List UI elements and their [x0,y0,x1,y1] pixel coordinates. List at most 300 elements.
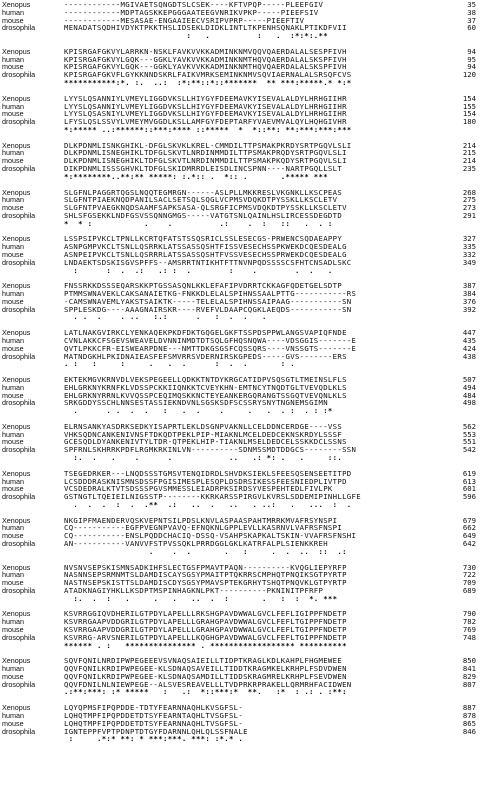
species-label: mouse [2,624,24,634]
species-label: drosophila [2,679,36,689]
species-label: Xenopus [2,328,31,338]
alignment-row [2,431,478,439]
sequence-text: LQHQTMPFIPQPDDETDTSYFEARNNAQHLTVSGFSL- [64,719,244,728]
species-label: mouse [2,109,24,119]
species-label: mouse [2,249,24,259]
residue-count: 94 [467,62,476,72]
alignment-row [2,665,478,673]
species-label: Xenopus [2,187,31,197]
sequence-text: LYYSLQSASNIYLVMEYLIGGDVKSLLHIYGYFDEEMAVKYISEVALALDYLHRHGIIHR [64,110,347,119]
consensus-row [2,642,478,650]
species-label: mouse [2,671,24,681]
consensus-symbols: ***********:*. :. ..: :*:**::*::******* ** ***:*****.* *:* [64,79,352,87]
residue-count: 387 [462,281,476,291]
consensus-symbols: . : : : . . . : . . : . [64,360,333,369]
consensus-row [2,688,478,696]
species-label: mouse [2,484,24,494]
species-label: Xenopus [2,281,31,291]
species-label: human [2,664,24,674]
alignment-block [2,95,478,134]
consensus-row [2,360,478,368]
consensus-symbols: :. . : . . . .. . : . : : *. *** [64,594,338,603]
residue-count: 335 [462,242,476,252]
sequence-text: KPISRGAFGKVYLGQK---GGKLYAVKVVKKADMINKNMTHQVQAERDALALSKSPFIVH [64,63,347,72]
alignment-row [2,485,478,493]
residue-count: 376 [462,296,476,306]
consensus-spacer [2,32,64,40]
residue-count: 507 [462,375,476,384]
species-label: human [2,523,24,533]
alignment-row [2,259,478,267]
alignment-row [2,712,478,720]
species-label: mouse [2,718,24,728]
species-label: drosophila [2,257,36,267]
species-label: drosophila [2,117,36,127]
sequence-text: LCSDDDRASKNISMNSDSSFPGISIMESPLESQPLDSDRSIKESSFEESNIEDPLIVTPD [64,477,347,486]
species-label: mouse [2,203,24,213]
sequence-text: ASNPEIPVKCLTSNLLQSRRRLATSSASSQSHTFVSSVESECHSSPRWEKDCQESDEALG [64,250,347,259]
alignment-row [2,626,478,634]
species-label: human [2,382,24,392]
alignment-block [2,564,478,603]
consensus-spacer [2,595,64,603]
alignment-row [2,103,478,111]
residue-count: 748 [462,632,476,642]
sequence-text: QQVFQNILKRDIPWPEGEE-KLSDNAQSAMDILLTIDDSKRAGMRELKRHPLFSEVDWEN [64,672,347,681]
sequence-text: PTMMSWNAVEKLCAKSANAIETKG-FNKKDLELALSPIHNSSAALPTTG-----------RS [64,290,357,298]
residue-count: 275 [462,195,476,205]
residue-count: 349 [462,257,476,267]
alignment-block [2,235,478,274]
residue-count: 850 [462,656,476,666]
species-label: human [2,7,24,17]
consensus-row [2,173,478,181]
species-label: drosophila [2,585,36,595]
species-label: human [2,148,24,158]
residue-count: 447 [462,328,476,338]
sequence-text: ------------MDPTAGSKKEPGGGAATEEGVNRIKVPKP-----PIEEFSIV [64,8,319,17]
residue-count: 709 [462,578,476,588]
residue-count: 214 [462,156,476,166]
consensus-row [2,501,478,509]
alignment-block [2,48,478,87]
sequence-text: DLKPDNMLISNEGHIKLTDFGLSKVTLNRDINMMDILTTPSMAKPKQDYSRTPGQVLSLI [64,157,347,166]
sequence-text: DLKPDNMLISNKGHIKL-DFGLSKVKLKREL-CMMDILTTPSMAKPKRDYSRTPGQVLSLI [64,141,352,150]
residue-count: 424 [462,343,476,353]
residue-count: 865 [462,718,476,728]
residue-count: 662 [462,523,476,533]
sequence-text: AN-----------VANVVFSTPVSSQKLPRRDGGLGKLKATRFALPLSIENKKREH [64,540,328,548]
species-label: human [2,195,24,205]
species-label: mouse [2,531,24,541]
consensus-spacer [2,548,64,556]
sequence-text: KSVRRGAAPVDDGRILGTPDYLAPELLLGRAHGPAVDWWALGVCLFEFLTGIPPFNDETP [64,625,347,634]
alignment-row [2,118,478,126]
alignment-row [2,446,478,454]
species-label: Xenopus [2,93,31,103]
alignment-row [2,196,478,204]
sequence-text: QQVFQNILKRDIPWPEGEE-KLSDNAQSAVEILLTIDDTKRAGMKELKRHPLFSDVDWEN [64,665,347,673]
sequence-text: ELRNSANKYASDRKSEDKYISAPRTLEKLDSGNPVAKNLLCELDDNCERDGE----VSS [64,422,343,431]
residue-count: 689 [462,585,476,595]
alignment-row [2,673,478,681]
alignment-block [2,423,478,462]
sequence-text: SLGFNTPVAEGKNQDSAAMFSAPKSASA-QLSRGFICPMSVDQKDTPYSSKLLKSCLETV [64,204,347,212]
alignment-row [2,345,478,353]
residue-count: 841 [462,664,476,674]
alignment-row [2,704,478,712]
sequence-text: EHLGRKNYRRNLKVVQSSPCEQIMQSKKNCTEYEANKERGQRANGTSSGQTVEVQNLKLS [64,391,347,400]
species-label: drosophila [2,210,36,220]
residue-count: 807 [462,679,476,689]
sequence-text: SHLSFGSEKKLNDFGSVSSQNNGMGS-----VATGTSNLQAINLHSLIRCESSDEGDTD [64,211,343,220]
residue-count: 214 [462,140,476,150]
residue-count: 642 [462,539,476,549]
residue-count: 846 [462,726,476,736]
residue-count: 829 [462,671,476,681]
species-label: drosophila [2,445,36,455]
species-label: Xenopus [2,375,31,384]
species-label: Xenopus [2,609,31,619]
sequence-text: SRKGDDYSSCHLNNSESTASSIEKNDVNLSGSKSDFSCSSRYSNYTNGNEMSGIMN [64,399,328,408]
species-label: human [2,289,24,299]
species-label: Xenopus [2,515,31,525]
residue-count: 542 [462,445,476,455]
alignment-row [2,579,478,587]
alignment-block [2,142,478,181]
consensus-spacer [2,735,64,743]
species-label: drosophila [2,70,36,80]
alignment-row [2,165,478,173]
sequence-text: GSTNGTLTQEIEILNIGSSTP--------KKRKARSSPIRGVLKVRSLSDDEMIPINHLLGFE [64,493,361,501]
sequence-text: KSVRRGAAPVDDGRILGTPDYLAPELLLGRAHGPAVDWWALGVCLFEFLTGIPPFNDETP [64,618,347,626]
alignment-row [2,337,478,345]
species-label: human [2,335,24,345]
alignment-row [2,306,478,314]
consensus-symbols: *:********..**:** *****: :.*:: . *:: . .***** *** [64,172,328,181]
sequence-text: LQYQPMSFIPQPDDE-TDTYFEARNNAQHLKVSGFSL- [64,704,244,712]
residue-count: 332 [462,249,476,259]
alignment-row [2,564,478,572]
alignment-row [2,149,478,157]
sequence-text: QQVFDNILNLNIEWPEGE--ALSVESREAVELLLTVDPRKRPRAKELLQRMRHFACIDWEN [64,680,352,689]
species-label: human [2,242,24,252]
sequence-text: DIKPDNMLISSSGHVKLTDFGLSKIDMRRDLEISDLINCSPNN----NARTPGQLLSLT [64,165,343,173]
alignment-block [2,282,478,321]
residue-count: 553 [462,429,476,439]
consensus-symbols: ****** . : *************** . ****************** ********** [64,641,347,650]
alignment-row [2,71,478,79]
residue-count: 384 [462,289,476,299]
alignment-row [2,728,478,736]
consensus-symbols: *:***** ..:******::***:**** ::***** * *::**: **:***:***:*** [64,125,352,134]
sequence-text: NASTNSEPSKISTTSLDAMDISCDYSGSYPMAVSPTEKGRHYTSHQTPNQVKLGTPYRTP [64,579,347,587]
sequence-text: CQ-----------EGFPVEGNPVAVQ-EFNQKNLGPPLEVLLKASRNVLVAFRSFNSPI [64,524,343,533]
alignment-row [2,63,478,71]
species-label: Xenopus [2,562,31,572]
sequence-text: LSSPSIPVKCLTPNLLKCRTQFATSTSSQSRICLSSLESECGS-PRWENCSQDAEAPPY [64,235,343,244]
alignment-row [2,571,478,579]
residue-count: 679 [462,515,476,525]
residue-count: 562 [462,421,476,431]
sequence-text: VHKSQDNCANKENIVNSFTDKQDTPEKLPIP-MIAKNLMCELDEDCEKNSKRDYLSSSF [64,430,343,439]
sequence-alignment [2,1,478,751]
alignment-row [2,189,478,197]
consensus-spacer [2,360,64,368]
consensus-symbols: . . . : . .** .: .. . .. . ..: . ... : . [64,500,352,509]
alignment-row [2,95,478,103]
residue-count: 494 [462,382,476,392]
species-label: mouse [2,156,24,166]
consensus-symbols: :. . . . . .. .: *: . . ::. [64,454,343,462]
sequence-text: MENADATSQDHIVDYKTPKKTHSLIDSEKLDIDKLINTLTKPENHSQNAKLPTIKDFVII [64,24,347,33]
residue-count: 551 [462,437,476,447]
alignment-block [2,704,478,743]
consensus-spacer [2,688,64,696]
alignment-block [2,517,478,556]
species-label: mouse [2,578,24,588]
sequence-text: SPFRNLSKHRRKPDFLRGMKRKINLVN----------SDNMSSMDTDDGCS--------SSN [64,446,357,455]
alignment-block [2,657,478,696]
species-label: mouse [2,390,24,400]
residue-count: 154 [462,109,476,119]
residue-count: 215 [462,148,476,158]
alignment-row [2,478,478,486]
residue-count: 722 [462,570,476,580]
species-label: drosophila [2,492,36,502]
species-label: mouse [2,437,24,447]
sequence-text: LFYSLQSLSSVYLVMEYMVGGDLKSLLAMFGYFDEPTARFYVAEVMVALQYLHQHGIVHR [64,118,347,126]
residue-count: 327 [462,234,476,244]
sequence-text: ATADKNAGIYHKLLKSDPTMSPINHAGKNLPKT----------PKNINITPFRFP [64,586,324,595]
consensus-spacer [2,454,64,462]
alignment-row [2,524,478,532]
species-label: drosophila [2,398,36,408]
species-label: Xenopus [2,468,31,478]
alignment-row [2,610,478,618]
species-label: Xenopus [2,421,31,431]
alignment-row [2,657,478,665]
species-label: drosophila [2,304,36,314]
consensus-symbols: : .*:* **: * ***:***. ***: :*.* . [64,735,253,744]
sequence-text: DLKPDNMLISNEGHIKLTDFGLSKVTLNRDINMMDILTTPSMAKPRQDYSRTPGQVLSLI [64,149,347,158]
residue-count: 601 [462,484,476,494]
residue-count: 790 [462,609,476,619]
sequence-text: TSEGEDRKER---LNQDSSSTGMSVTENQIDRDLSHVDKSIEKLSFEESQSENSEETITPD [64,469,352,478]
alignment-block [2,610,478,649]
alignment-row [2,392,478,400]
sequence-text: ASNPGMPVKCLTSNLLQSRRKLATSSASSQSHTFISSVESECHSSPKWEKDCQESDEALG [64,243,347,251]
species-label: Xenopus [2,234,31,244]
species-label: human [2,429,24,439]
sequence-text: KPISRGAFGKVYLARRKN-NSKLFAVKVVKKADMINKNMVQQVQAERDALALSESPFIVH [64,47,347,56]
residue-count: 94 [467,46,476,56]
sequence-text: LYYSLQSANNIYLVMEYLIGGDVKSLLHIYGYFDEEMAVKYISEVALALDYLHRHGIIHR [64,102,347,111]
residue-count: 484 [462,390,476,400]
sequence-text: LATLNAKGVIRKCLYENKAQEKPKDFDKTGQGELGKFTSSPDSPPWLANGSVAPIQFNDE [64,329,347,337]
alignment-row [2,142,478,150]
residue-count: 438 [462,351,476,361]
consensus-row [2,79,478,87]
consensus-row [2,454,478,462]
consensus-row [2,548,478,556]
alignment-row [2,423,478,431]
residue-count: 887 [462,703,476,713]
sequence-text: CVNLAKKCFSGEVSWEAVELDVNNINMDTDTSQLGFHQSNQWA----VDSGGIS-------E [64,336,357,345]
sequence-text: -CAMSWNAVEMLYAKSTSAIKTK-----TELELALSPIHNSSAIPAAG-----------SN [64,297,352,306]
species-label: mouse [2,296,24,306]
residue-count: 268 [462,187,476,197]
residue-count: 154 [462,93,476,103]
sequence-text: KSVRRG-ARVSNERILGTPDYLAPELLLKQGHGPAVDWWALGVCLFEFLTGIPPFNDETP [64,633,347,642]
sequence-text: GCESQDLDYANKENIVTYLTDR-QTPEKLHIP-TIAKNLMSELDEDCELSSKKDCLSSNS [64,438,347,447]
consensus-spacer [2,407,64,415]
sequence-text: CQ-----------ENSLPQDDCHACIQ-DSSQ-VSAHPSKAPKALTSKIN-VVAFRSFNSHI [64,532,357,541]
residue-count: 38 [467,7,476,17]
residue-count: 37 [467,15,476,25]
sequence-text: KSVRRGGIQVDHERILGTPDYLAPELLLRKSHGPAVDWWALGVCLFEFLIGIPPFNDETP [64,610,347,619]
residue-count: 596 [462,492,476,502]
consensus-spacer [2,501,64,509]
sequence-text: ------------MGIVAETSQNGDTSLCSEK----KFTVPQP-----PLEEFGIV [64,1,324,9]
species-label: human [2,710,24,720]
alignment-row [2,56,478,64]
alignment-block [2,376,478,415]
alignment-row [2,384,478,392]
alignment-row [2,353,478,361]
sequence-text: SPPLESKDG----AAAGNAIRSKR----RVEFVLDAAPCQGKLAEQDS-----------SN [64,305,352,314]
species-label: drosophila [2,164,36,174]
alignment-row [2,48,478,56]
sequence-text: NKGIPFMAENDERVQSKVEPNTSILPDSLKNVLASPAASPAHTMRRKMVAFRSYNSPI [64,516,338,525]
species-label: human [2,476,24,486]
sequence-text: NASNNSEPSRMNMTSLDAMDISCAYSGSYPMAITPTQKRRSCMPHQTPNQIKSGTPYRTP [64,571,347,580]
sequence-text: SQVFQNILNRDIPWPEGEEEVSVNAQSAIEILLTIDPTKRAGLKDLKAHPLFHGMEWEE [64,657,343,666]
species-label: drosophila [2,351,36,361]
alignment-row [2,24,478,32]
consensus-spacer [2,173,64,181]
species-label: Xenopus [2,703,31,713]
sequence-text: SLGFNTPIAEKNQDPANILSACLSETSQLSQGLVCPMSVDQKDTPYSSKLLKSCLETV [64,196,338,205]
consensus-symbols: . . . . .. :.: . : . . . [64,313,324,322]
consensus-row [2,126,478,134]
consensus-symbols: : . : . :*:*:.** [64,32,328,40]
sequence-text: LYYSLQSANNIYLVMEYLIGGDVKSLLHIYGYFDEEMAVKYISEVALALDYLHRHGIIHR [64,94,347,103]
sequence-text: QVTLPKKCFR-EISWEARPDNE---NMTTDKGSGSFCQSSQRS----VNSSGTS-------E [64,344,357,353]
consensus-row [2,595,478,603]
residue-count: 60 [467,23,476,33]
residue-count: 498 [462,398,476,408]
species-label: Xenopus [2,0,31,9]
consensus-symbols: .:**:***: :* ***** : .: *::***:* **. :* : .: . :**: [64,688,347,697]
alignment-row [2,493,478,501]
alignment-block [2,189,478,228]
sequence-text: MATNDGKHLPKIDNAIEASFEFSMVRRSVDERNIRSKGPEDS-----GVS-------ERS [64,352,347,361]
species-label: Xenopus [2,46,31,56]
sequence-text: SLGFNLPAGGRTQGSLNQQTEGMRGN------ASLPLLMKKRESLVKGNKLLKSCPEAS [64,188,343,197]
alignment-row [2,298,478,306]
sequence-text: KPISRGAFGKVYLGQK---GGKLYAVKVVKKADMINKNMTHQVQAERDALALSKSPFIVH [64,55,347,64]
residue-count: 730 [462,562,476,572]
residue-count: 95 [467,54,476,64]
residue-count: 392 [462,304,476,314]
alignment-row [2,681,478,689]
residue-count: 619 [462,468,476,478]
residue-count: 435 [462,335,476,345]
alignment-row [2,634,478,642]
alignment-row [2,235,478,243]
residue-count: 769 [462,624,476,634]
alignment-row [2,540,478,548]
species-label: human [2,54,24,64]
sequence-text: KPISRGAFGKVFLGYKKNNDSKRLFAIKVMRKSEMINKNMVSQVIAERNALALSRSQFCVS [64,71,352,80]
species-label: Xenopus [2,140,31,150]
sequence-text: NVSNVSEPSKISMNSADKIHFSLECTGSFPMAVTPAQN----------KVQGLIEPYRFP [64,563,347,572]
residue-count: 180 [462,117,476,127]
species-label: human [2,617,24,627]
residue-count: 155 [462,101,476,111]
consensus-spacer [2,267,64,275]
alignment-row [2,399,478,407]
species-label: drosophila [2,632,36,642]
alignment-row [2,470,478,478]
consensus-symbols: : : . .: .: : . : . . . . [64,266,343,275]
alignment-row [2,110,478,118]
sequence-text: EHLGRKNYKRNFKLVDSSPCKKIIQNKKTCVEYKHN-EMTNCYTNQDTGLTVEVQDLKLS [64,383,347,392]
alignment-row [2,17,478,25]
species-label: mouse [2,343,24,353]
consensus-spacer [2,79,64,87]
sequence-text: LQHQTMPFIPQPDDETDTSYFEARNTAQHLTVSGFSL- [64,711,244,720]
sequence-text: LNDAEKTSDSKISGVSPFFS--AMSRRTNTIKHTFTTNVNPQDSSSSCSFHTCNSADLSKC [64,258,352,267]
alignment-row [2,282,478,290]
consensus-row [2,735,478,743]
species-label: mouse [2,62,24,72]
alignment-block [2,470,478,509]
consensus-row [2,32,478,40]
residue-count: 291 [462,210,476,220]
alignment-row [2,290,478,298]
alignment-row [2,720,478,728]
residue-count: 273 [462,203,476,213]
sequence-text: EKTEKMGVKRNVDLVEKSPEGEELLQDKKTNTDYKRGCATIDPVSQSGTLTMEINSLFLS [64,376,347,384]
alignment-row [2,251,478,259]
consensus-symbols: . . . . : . . .. :: .: [64,547,347,556]
residue-count: 878 [462,710,476,720]
alignment-row [2,204,478,212]
species-label: mouse [2,15,24,25]
residue-count: 35 [467,0,476,9]
alignment-row [2,243,478,251]
consensus-row [2,407,478,415]
alignment-row [2,9,478,17]
consensus-spacer [2,642,64,650]
consensus-spacer [2,220,64,228]
residue-count: 613 [462,476,476,486]
alignment-row [2,438,478,446]
alignment-row [2,587,478,595]
species-label: Xenopus [2,656,31,666]
sequence-text: ------------MESASAE-ENGAAIEECVSRIPVPRP-----PIEEFTIV [64,16,305,25]
consensus-symbols: * * : . . .: . : :: . . : [64,219,338,228]
residue-count: 120 [462,70,476,80]
consensus-row [2,267,478,275]
alignment-row [2,618,478,626]
species-label: drosophila [2,539,36,549]
consensus-spacer [2,313,64,321]
alignment-row [2,517,478,525]
alignment-row [2,212,478,220]
